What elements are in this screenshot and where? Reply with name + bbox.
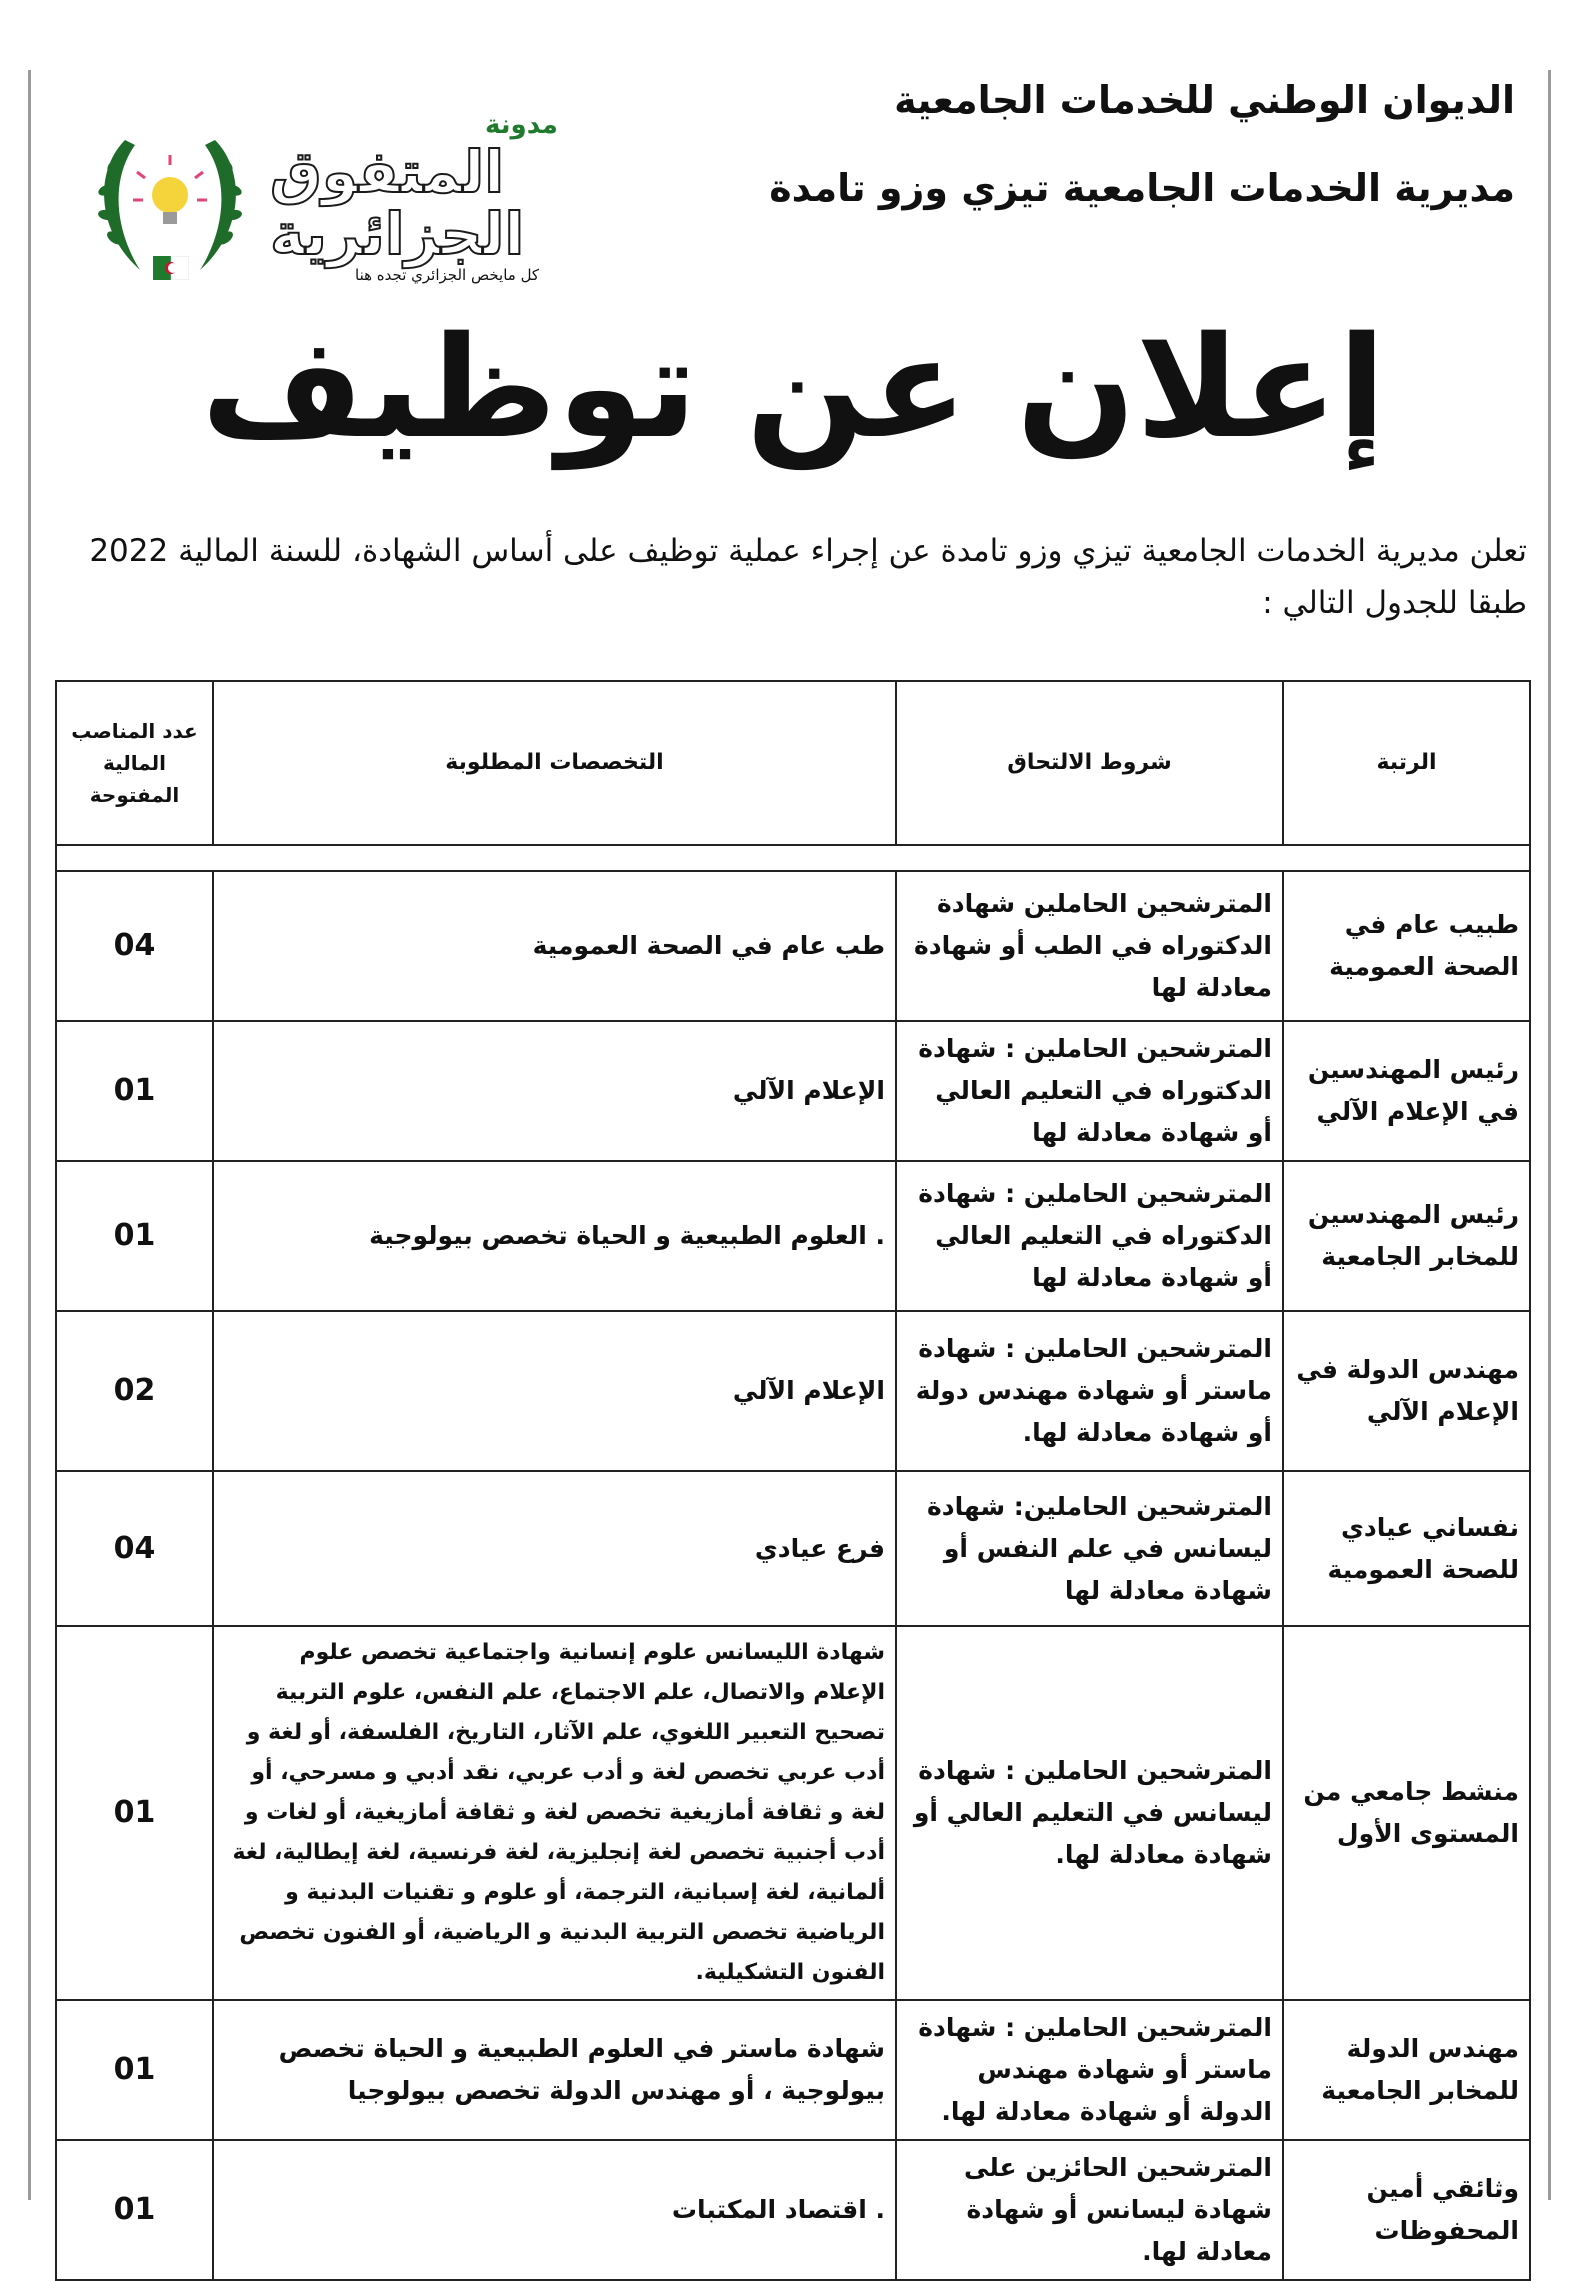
logo-blog-word: مدونة [485, 110, 558, 140]
row-rank: مهندس الدولة للمخابر الجامعية [1283, 2000, 1530, 2140]
logo-tagline: كل مايخص الجزائري تجده هنا [355, 266, 540, 284]
table-row [56, 1471, 1530, 1626]
logo-name-line1: المتفوق [270, 138, 505, 206]
row-rank: وثائقي أمين المحفوظات [1283, 2140, 1530, 2280]
row-specialties: الإعلام الآلي [213, 1311, 896, 1471]
row-rank: منشط جامعي من المستوى الأول [1283, 1626, 1530, 2000]
table-header-row [56, 681, 1530, 845]
row-conditions: المترشحين الحاملين : شهادة الدكتوراه في التعليم العالي أو شهادة معادلة لها [896, 1161, 1283, 1311]
row-rank: رئيس المهندسين في الإعلام الآلي [1283, 1021, 1530, 1161]
header-rank: الرتبة [1283, 681, 1530, 845]
row-count: 01 [56, 1161, 213, 1311]
row-conditions: المترشحين الحاملين : شهادة الدكتوراه في التعليم العالي أو شهادة معادلة لها [896, 1021, 1283, 1161]
row-rank: طبيب عام في الصحة العمومية [1283, 871, 1530, 1021]
row-specialties: الإعلام الآلي [213, 1021, 896, 1161]
row-conditions: المترشحين الحاملين : شهادة ماستر أو شهادة مهندس الدولة أو شهادة معادلة لها. [896, 2000, 1283, 2140]
row-count: 04 [56, 1471, 213, 1626]
row-specialties: . العلوم الطبيعية و الحياة تخصص بيولوجية [213, 1161, 896, 1311]
row-conditions: المترشحين الحاملين: شهادة ليسانس في علم النفس أو شهادة معادلة لها [896, 1471, 1283, 1626]
row-count: 02 [56, 1311, 213, 1471]
header-specialties: التخصصات المطلوبة [213, 681, 896, 845]
announcement-title: إعلان عن توظيف [201, 307, 1386, 470]
algeria-flag-icon [153, 256, 189, 280]
logo-name-line2: الجزائرية [270, 200, 525, 268]
row-conditions: المترشحين الحائزين على شهادة ليسانس أو شهادة معادلة لها. [896, 2140, 1283, 2280]
row-count: 01 [56, 1626, 213, 2000]
row-count: 01 [56, 2000, 213, 2140]
row-specialties: . اقتصاد المكتبات [213, 2140, 896, 2280]
row-count: 01 [56, 2140, 213, 2280]
table-row [56, 1311, 1530, 1471]
table-row [56, 2000, 1530, 2140]
row-specialties: فرع عيادي [213, 1471, 896, 1626]
table-row [56, 1161, 1530, 1311]
row-rank: رئيس المهندسين للمخابر الجامعية [1283, 1161, 1530, 1311]
row-specialties: طب عام في الصحة العمومية [213, 871, 896, 1021]
header-office-name: الديوان الوطني للخدمات الجامعية [894, 78, 1515, 122]
row-count: 01 [56, 1021, 213, 1161]
row-conditions: المترشحين الحاملين : شهادة ليسانس في التعليم العالي أو شهادة معادلة لها. [896, 1626, 1283, 2000]
table-row [56, 2140, 1530, 2280]
row-count: 04 [56, 871, 213, 1021]
header-count: عدد المناصب المالية المفتوحة [56, 681, 213, 845]
recruitment-table [55, 680, 1531, 2281]
row-rank: مهندس الدولة في الإعلام الآلي [1283, 1311, 1530, 1471]
row-specialties: شهادة الليسانس علوم إنسانية واجتماعية تخصص علوم الإعلام والاتصال، علم الاجتماع، علم النفس، علوم التربية تصحيح التعبير اللغوي، علم الآثار، التاريخ، الفلسفة، أو لغة و أدب عربي تخصص لغة و أدب عربي، نقد أدبي و مسرحي، أو لغة و ثقافة أمازيغية تخصص لغة و ثقافة أمازيغية، أو لغات و أدب أجنبية تخصص لغة إنجليزية، لغة فرنسية، لغة إيطالية، لغة ألمانية، لغة إسبانية، الترجمة، أو علوم و تقنيات البدنية و الرياضية تخصص التربية البدنية و الرياضية، أو الفنون تخصص الفنون التشكيلية. [213, 1626, 896, 2000]
header-conditions: شروط الالتحاق [896, 681, 1283, 845]
table-row [56, 1626, 1530, 2000]
blog-logo [85, 108, 558, 288]
table-row [56, 871, 1530, 1021]
table-row [56, 1021, 1530, 1161]
row-rank: نفساني عيادي للصحة العمومية [1283, 1471, 1530, 1626]
header-directorate-name: مديرية الخدمات الجامعية تيزي وزو تامدة [769, 166, 1515, 210]
row-specialties: شهادة ماستر في العلوم الطبيعية و الحياة تخصص بيولوجية ، أو مهندس الدولة تخصص بيولوجيا [213, 2000, 896, 2140]
row-conditions: المترشحين الحاملين : شهادة ماستر أو شهادة مهندس دولة أو شهادة معادلة لها. [896, 1311, 1283, 1471]
row-conditions: المترشحين الحاملين شهادة الدكتوراه في الطب أو شهادة معادلة لها [896, 871, 1283, 1021]
announcement-intro: تعلن مديرية الخدمات الجامعية تيزي وزو تامدة عن إجراء عملية توظيف على أساس الشهادة، للسنة المالية 2022 طبقا للجدول التالي : [89, 533, 1527, 621]
